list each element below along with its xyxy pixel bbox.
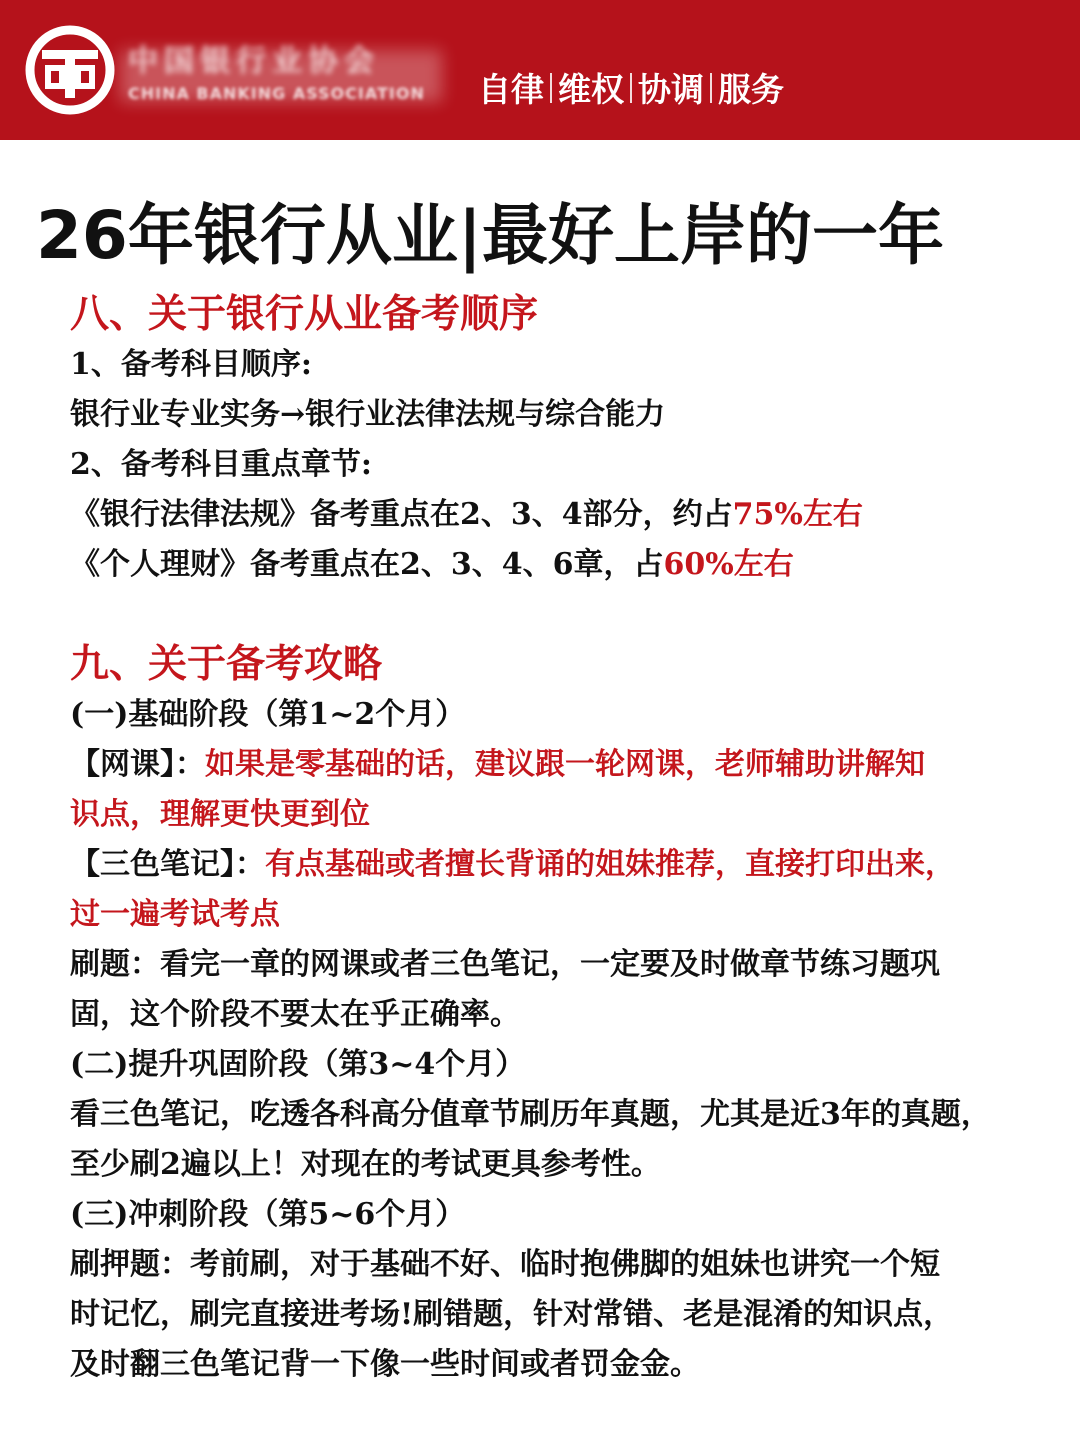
stage-3-title: (三)冲刺阶段（第5~6个月）: [70, 1197, 466, 1232]
stage-3-text: 刷押题：考前刷，对于基础不好、临时抱佛脚的姐妹也讲究一个短: [70, 1247, 940, 1282]
law-focus-line: [70, 490, 1045, 540]
slogan-item: 协调: [638, 70, 704, 109]
slogan-item: 服务: [718, 70, 784, 109]
notes-line: [70, 840, 1045, 890]
notes-text-cont: 过一遍考试考点: [70, 897, 280, 932]
header-banner: [0, 0, 1080, 140]
slogan-divider: [710, 73, 712, 103]
section-9-heading: 九、关于备考攻略: [70, 642, 383, 687]
org-name-en: CHINA BANKING ASSOCIATION: [128, 84, 425, 103]
online-course-line: [70, 740, 1045, 790]
org-name: 中国银行业协会: [128, 44, 380, 79]
stage-2-text: 看三色笔记，吃透各科高分值章节刷历年真题，尤其是近3年的真题，: [70, 1097, 991, 1132]
finance-focus-text: 《个人理财》备考重点在2、3、4、6章，占: [70, 547, 664, 582]
finance-focus-highlight: 60%左右: [663, 547, 794, 582]
slogan-item: 维权: [558, 70, 624, 109]
section-8-heading: 八、关于银行从业备考顺序: [70, 292, 539, 337]
slogan-divider: [630, 73, 632, 103]
law-focus-text: 《银行法律法规》备考重点在2、3、4部分，约占: [70, 497, 733, 532]
item-2-label: 2、备考科目重点章节:: [70, 447, 372, 482]
law-focus-highlight: 75%左右: [732, 497, 863, 532]
practice-text: 刷题：看完一章的网课或者三色笔记，一定要及时做章节练习题巩: [70, 947, 940, 982]
item-1-text: 银行业专业实务→银行业法律法规与综合能力: [70, 397, 666, 432]
online-course-text-cont: 识点，理解更快更到位: [70, 797, 370, 832]
finance-focus-line: [70, 540, 1045, 590]
slogan-item: 自律: [478, 70, 544, 109]
notes-label: 【三色笔记】：: [70, 847, 265, 882]
article-body: [70, 290, 1045, 1390]
slogan-divider: [550, 73, 552, 103]
stage-1-title: (一)基础阶段（第1~2个月）: [70, 697, 466, 732]
china-banking-association-logo-icon: [22, 22, 118, 118]
stage-2-text-cont: 至少刷2遍以上！对现在的考试更具参考性。: [70, 1147, 661, 1182]
page-title: 26年银行从业|最好上岸的一年: [36, 197, 944, 274]
stage-3-text-end: 及时翻三色笔记背一下像一些时间或者罚金金。: [70, 1347, 700, 1382]
practice-text-cont: 固，这个阶段不要太在乎正确率。: [70, 997, 520, 1032]
stage-3-text-cont: 时记忆，刷完直接进考场!刷错题，针对常错、老是混淆的知识点，: [70, 1297, 954, 1332]
slogan: [478, 64, 784, 111]
online-course-label: 【网课】：: [70, 747, 205, 782]
stage-2-title: (二)提升巩固阶段（第3~4个月）: [70, 1047, 526, 1082]
item-1-label: 1、备考科目顺序:: [70, 347, 312, 382]
notes-text: 有点基础或者擅长背诵的姐妹推荐，直接打印出来，: [265, 847, 955, 882]
section-spacer: [70, 590, 1045, 640]
online-course-text: 如果是零基础的话，建议跟一轮网课，老师辅助讲解知: [205, 747, 925, 782]
